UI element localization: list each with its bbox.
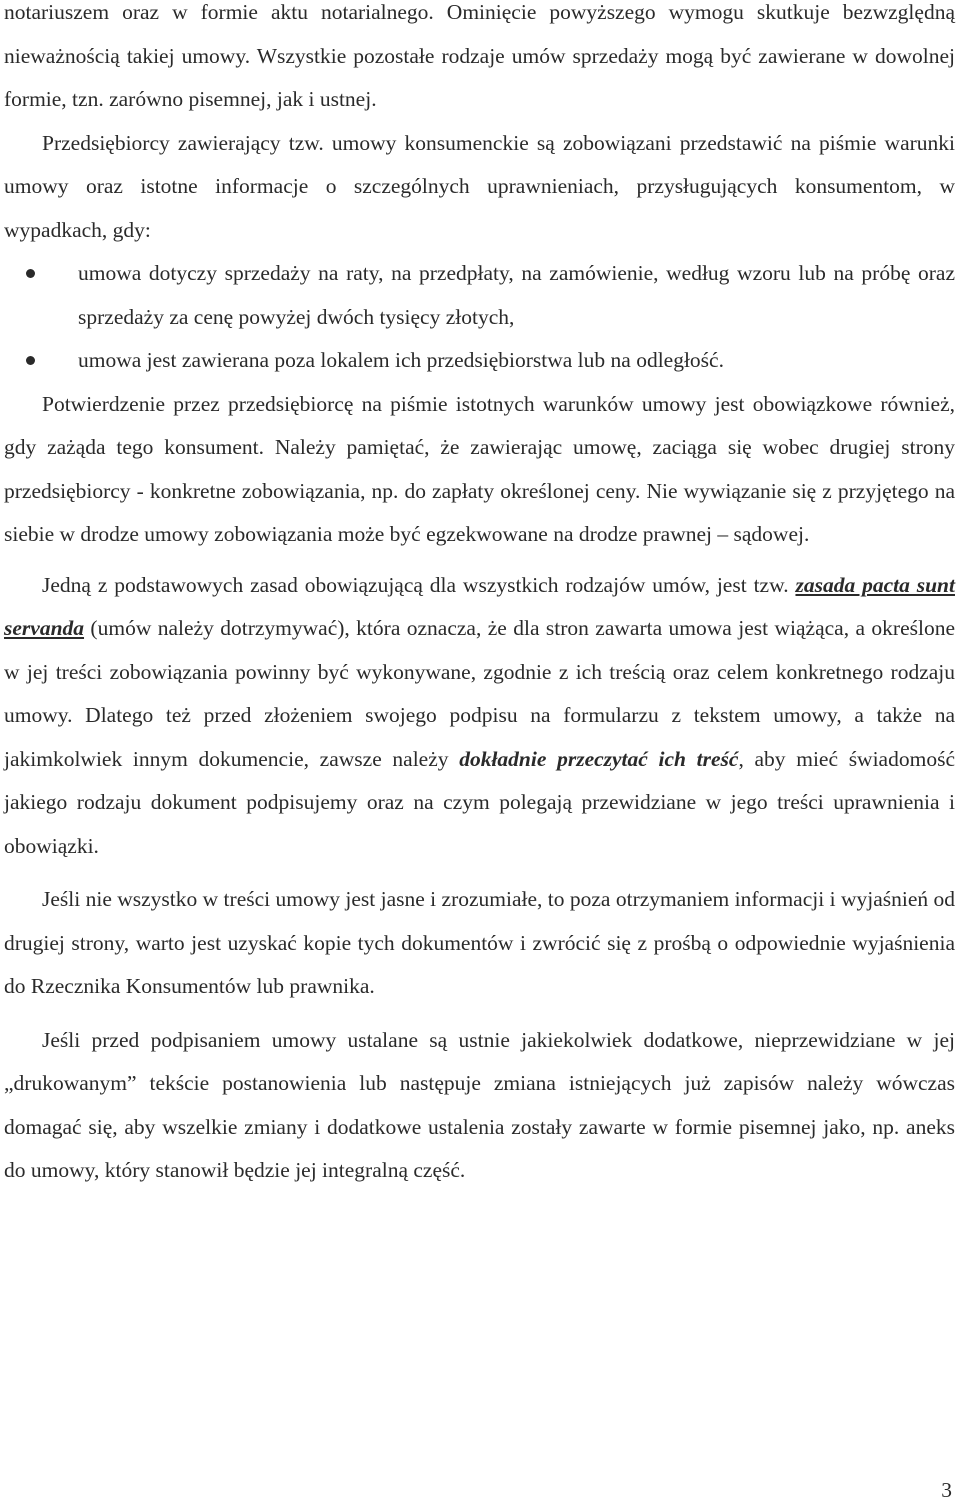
paragraph-text: Jedną z podstawowych zasad obowiązującą dla wszystkich rodzajów umów, jest tzw.	[42, 572, 796, 597]
document-page	[4, 0, 955, 1193]
list-item-text: umowa jest zawierana poza lokalem ich przedsiębiorstwa lub na odległość.	[78, 348, 724, 372]
list-item	[78, 339, 955, 383]
paragraph-text: , aby mieć świadomość jakiego rodzaju dokument podpisujemy oraz na czym polegają przewidziane w jego treści uprawnienia i obowiązki.	[4, 746, 955, 858]
bullet-list	[4, 252, 955, 383]
emphasis-principle: zasada pacta sunt servanda	[4, 572, 955, 640]
list-item	[78, 252, 955, 339]
paragraph-oral-arrangements: Jeśli przed podpisaniem umowy ustalane są ustnie jakiekolwiek dodatkowe, nieprzewidziane w jej „drukowanym” tekście postanowienia lub następuje zmiana istniejących już zapisów należy wówczas domagać się, aby wszelkie zmiany i dodatkowe ustalenia zostały zawarte w formie pisemnej jako, np. aneks do umowy, który stanowił będzie jej integralną część.	[4, 1027, 955, 1182]
list-item-text: umowa dotyczy sprzedaży na raty, na przedpłaty, na zamówienie, według wzoru lub na próbę oraz sprzedaży za cenę powyżej dwóch tysięcy złotych,	[78, 261, 955, 329]
bullet-icon	[26, 269, 35, 278]
page-number: 3	[941, 1478, 952, 1502]
paragraph-form-requirements: notariuszem oraz w formie aktu notarialnego. Ominięcie powyższego wymogu skutkuje bezwzględną nieważnością takiej umowy. Wszystkie pozostałe rodzaje umów sprzedaży mogą być zawierane w dowolnej formie, tzn. zarówno pisemnej, jak i ustnej.	[4, 0, 955, 111]
paragraph-consumer-contracts: Przedsiębiorcy zawierający tzw. umowy konsumenckie są zobowiązani przedstawić na piśmie warunki umowy oraz istotne informacje o szczególnych uprawnieniach, przysługujących konsumentom, w wypadkach, gdy:	[4, 130, 955, 242]
emphasis-read-carefully: dokładnie przeczytać ich treść	[459, 746, 739, 771]
paragraph-text: (umów należy dotrzymywać), która oznacza, że dla stron zawarta umowa jest wiążąca, a określone w jej treści zobowiązania powinny być wykonywane, zgodnie z ich treścią oraz celem konkretnego rodzaju umowy. Dlatego też przed złożeniem swojego podpisu na formularzu z tekstem umowy, a także na jakimkolwiek innym dokumencie, zawsze należy	[4, 616, 955, 771]
paragraph-clarifications: Jeśli nie wszystko w treści umowy jest jasne i zrozumiałe, to poza otrzymaniem informacji i wyjaśnień od drugiej strony, warto jest uzyskać kopie tych dokumentów i zwrócić się z prośbą o odpowiednie wyjaśnienia do Rzecznika Konsumentów lub prawnika.	[4, 887, 955, 998]
bullet-icon	[26, 356, 35, 365]
paragraph-written-confirmation: Potwierdzenie przez przedsiębiorcę na piśmie istotnych warunków umowy jest obowiązkowe również, gdy zażąda tego konsument. Należy pamiętać, że zawierając umowę, zaciąga się wobec drugiej strony przedsiębiorcy - konkretne zobowiązania, np. do zapłaty określonej ceny. Nie wywiązanie się z przyjętego na siebie w drodze umowy zobowiązania może być egzekwowane na drodze prawnej – sądowej.	[4, 391, 955, 546]
paragraph-pacta-sunt-servanda	[4, 564, 955, 869]
